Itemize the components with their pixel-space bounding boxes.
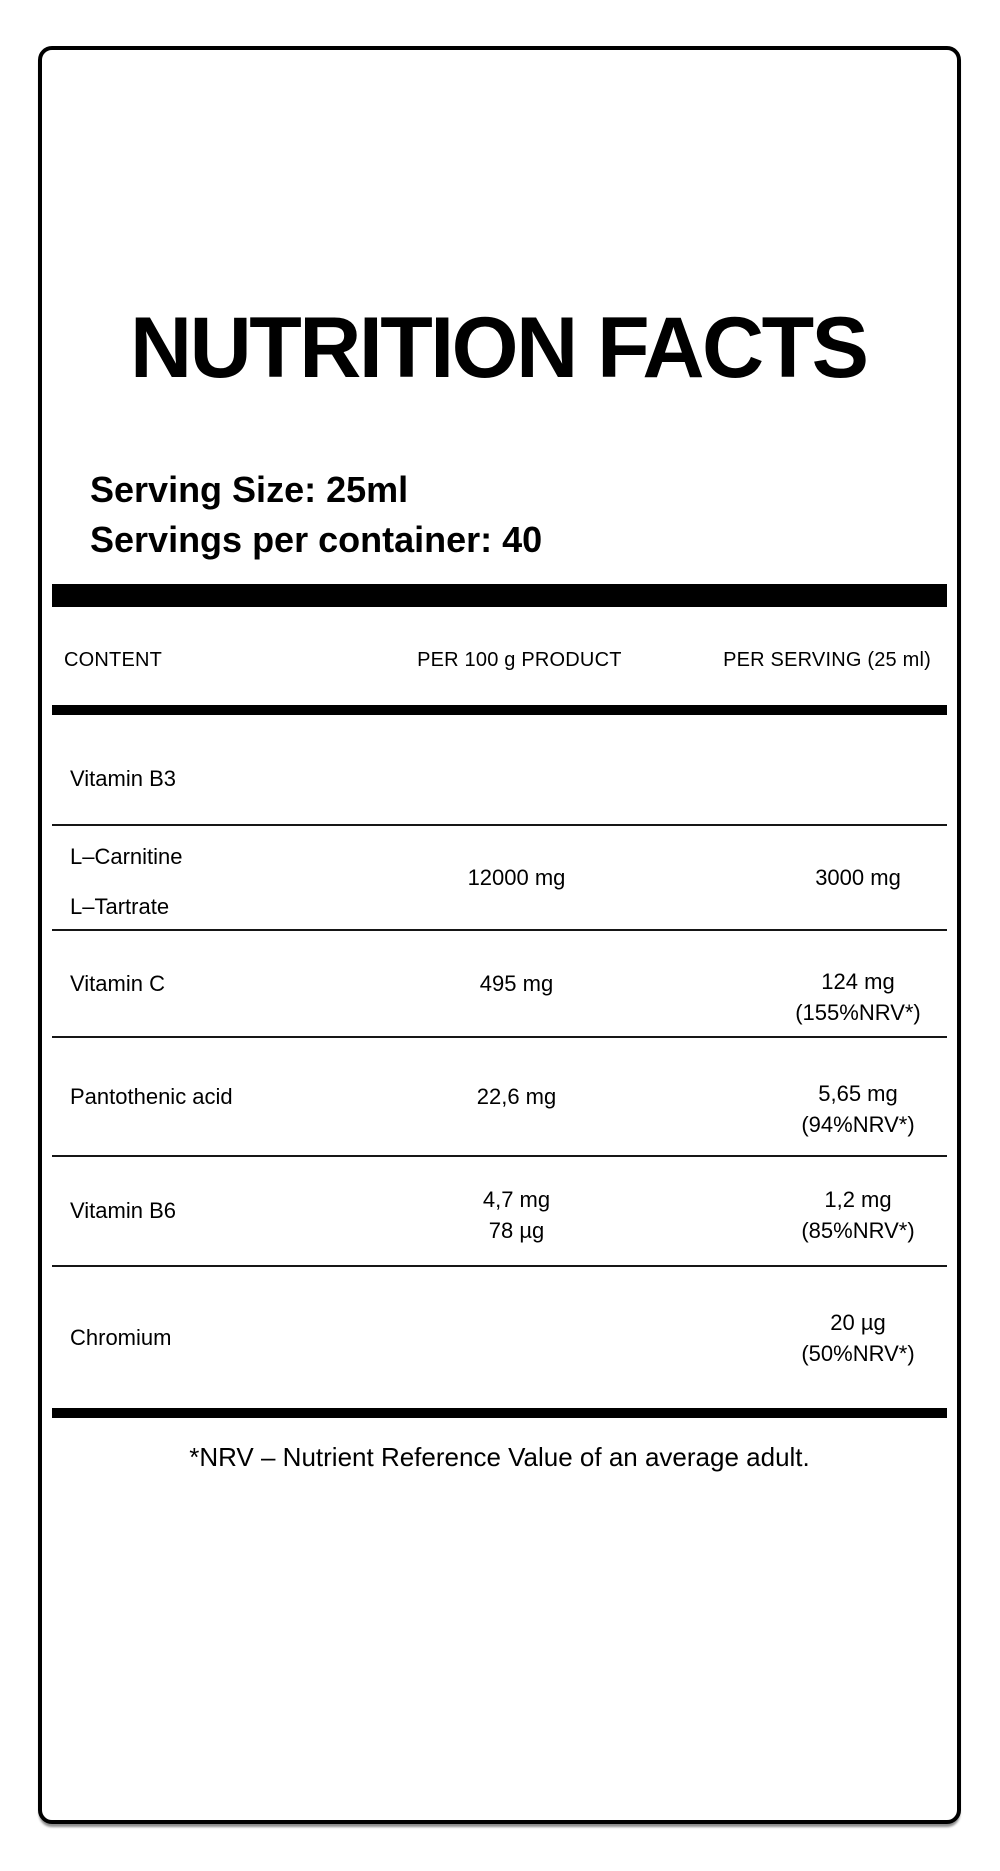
nutrient-name [52, 1038, 264, 1155]
per-serving-value: 3000 mg [815, 864, 901, 890]
table-row [52, 1267, 947, 1408]
nutrition-facts-label [38, 46, 961, 1824]
page-title: NUTRITION FACTS [130, 300, 867, 396]
per-serving-nrv: (85%NRV*) [801, 1218, 915, 1243]
per-100g-value: 495 mg [479, 970, 554, 996]
servings-per-container-line: Servings per container: 40 [90, 519, 543, 560]
nutrient-name [52, 1157, 264, 1265]
divider-bar-top [52, 584, 947, 607]
per-serving-cell [769, 715, 947, 824]
serving-size-line: Serving Size: 25ml [90, 469, 409, 510]
per-100g-value: 22,6 mg [476, 1083, 557, 1109]
header-per-serving: PER SERVING (25 ml) [723, 648, 931, 671]
per-100g-cell [264, 1161, 769, 1269]
per-100g-value: 4,7 mg [482, 1187, 551, 1212]
header-content: CONTENT [64, 648, 163, 671]
per-serving-value: 20 µg [830, 1309, 886, 1335]
per-100g-cell [264, 1267, 769, 1408]
header-per-100g: PER 100 g PRODUCT [417, 648, 622, 671]
nutrient-name-text-2: L–Tartrate [70, 893, 170, 919]
nutrient-name-text: Vitamin B3 [70, 765, 176, 791]
per-serving-nrv: (50%NRV*) [801, 1340, 915, 1366]
per-serving-cell [769, 931, 947, 1036]
table-row [52, 1038, 947, 1157]
per-serving-value: 5,65 mg [818, 1080, 898, 1106]
per-serving-nrv: (94%NRV*) [801, 1111, 915, 1137]
nrv-footnote: *NRV – Nutrient Reference Value of an average adult. [189, 1442, 810, 1472]
table-row [52, 931, 947, 1038]
serving-info [90, 465, 542, 565]
nutrient-name-text: Vitamin C [70, 970, 165, 996]
per-serving-nrv: (155%NRV*) [795, 999, 921, 1025]
per-serving-cell [769, 1161, 947, 1269]
divider-bar-header [52, 705, 947, 715]
table-row [52, 1157, 947, 1267]
nutrient-name-text: Vitamin B6 [70, 1198, 176, 1223]
per-100g-cell [264, 931, 769, 1036]
per-100g-cell [264, 1038, 769, 1155]
per-serving-cell [769, 1267, 947, 1408]
per-100g-cell [264, 826, 769, 929]
nutrient-name [52, 1267, 264, 1408]
per-serving-cell [769, 826, 947, 929]
table-header-row [52, 635, 947, 685]
table-row [52, 715, 947, 826]
per-serving-value: 124 mg [821, 968, 895, 994]
nutrient-name-text: Chromium [70, 1324, 172, 1350]
nutrient-name [52, 931, 264, 1036]
table-row [52, 826, 947, 931]
per-100g-cell [264, 715, 769, 824]
nutrient-table [52, 715, 947, 1408]
per-100g-value: 12000 mg [467, 864, 566, 890]
per-serving-value: 1,2 mg [824, 1187, 892, 1212]
divider-bar-bottom [52, 1408, 947, 1418]
nutrient-name-text: L–Carnitine [70, 843, 183, 869]
per-100g-value-2: 78 µg [488, 1218, 545, 1243]
nutrient-name [52, 830, 264, 933]
nutrient-name [52, 724, 264, 833]
nutrient-name-text: Pantothenic acid [70, 1083, 233, 1109]
per-serving-cell [769, 1038, 947, 1155]
